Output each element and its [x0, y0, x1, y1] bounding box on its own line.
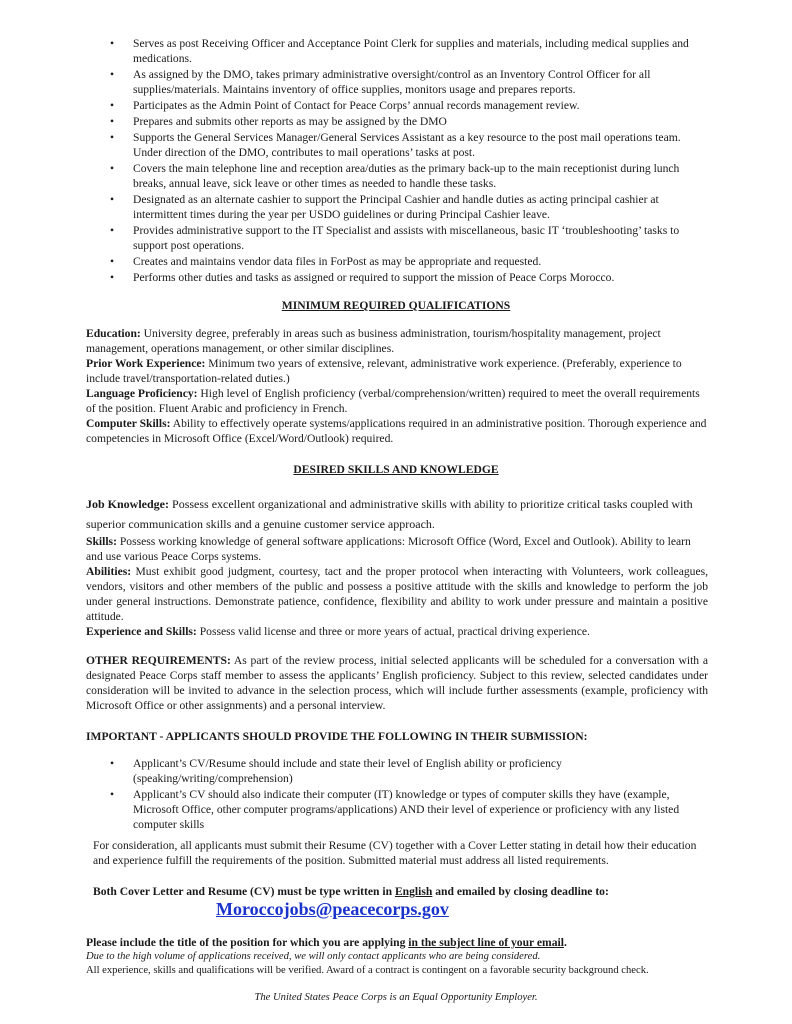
cover-letter-text-end: and emailed by closing deadline to: — [432, 885, 609, 898]
list-item: • Creates and maintains vendor data files in ForPost as may be appropriate and requested. — [108, 254, 708, 269]
english-underlined: English — [394, 885, 433, 898]
work-experience-text: Minimum two years of extensive, relevant, administrative work experience. (Preferably, experience to include travel/transportation-related duties.) — [86, 357, 682, 385]
abilities-label: Abilities: — [86, 565, 132, 578]
language-text: High level of English proficiency (verbal/comprehension/written) required to meet the overall requirements of the position. Fluent Arabic and proficiency in French. — [86, 387, 700, 415]
language-label: Language Proficiency: — [86, 387, 198, 400]
language-paragraph — [86, 386, 708, 416]
skills-text: Possess working knowledge of general software applications: Microsoft Office (Word, Excel and Outlook). Ability to learn and use various Peace Corps systems. — [86, 535, 691, 563]
application-email-link[interactable]: Moroccojobs@peacecorps.gov — [216, 899, 449, 919]
list-item: • Participates as the Admin Point of Contact for Peace Corps’ annual records management review. — [108, 98, 708, 113]
desired-skills-section — [86, 494, 708, 639]
subject-line-period: . — [563, 936, 567, 949]
job-knowledge-label: Job Knowledge: — [86, 497, 170, 511]
cover-letter-text: Both Cover Letter and Resume (CV) must be type written in — [93, 885, 395, 898]
list-item: • Applicant’s CV/Resume should include and state their level of English ability or proficiency (speaking/writing/comprehension) — [108, 756, 708, 786]
list-item: • Supports the General Services Manager/General Services Assistant as a key resource to the post mail operations team. Under direction of the DMO, contributes to mail operations’ tasks at post. — [108, 130, 708, 160]
equal-opportunity-footer: The United States Peace Corps is an Equal Opportunity Employer. — [254, 992, 538, 1003]
computer-skills-text: Ability to effectively operate systems/applications required in an administrative position. Thorough experience and competencies in Microsoft Office (Excel/Word/Outlook) required. — [86, 417, 707, 445]
computer-skills-label: Computer Skills: — [86, 417, 171, 430]
list-item: • Provides administrative support to the IT Specialist and assists with miscellaneous, basic IT ‘troubleshooting’ tasks to support post operations. — [108, 223, 708, 253]
education-text: University degree, preferably in areas such as business administration, tourism/hospitality management, project management, operations management, or other similar disciplines. — [86, 327, 661, 355]
experience-label: Experience and Skills: — [86, 625, 197, 638]
education-label: Education: — [86, 327, 141, 340]
work-experience-paragraph — [86, 356, 708, 386]
list-item: • Covers the main telephone line and reception area/duties as the primary back-up to the main receptionist during lunch breaks, annual leave, sick leave or other times as needed to handle these tasks. — [108, 161, 708, 191]
consideration-paragraph: For consideration, all applicants must submit their Resume (CV) together with a Cover Letter stating in detail how their education and experience fulfill the requirements of the position. Submitted material must address all listed requirements. — [93, 839, 697, 867]
subject-line-text: Please include the title of the position for which you are applying — [86, 936, 409, 949]
subject-line-instruction — [86, 935, 708, 950]
min-qualifications-section — [86, 326, 708, 446]
experience-paragraph — [86, 624, 708, 639]
cover-letter-instruction — [93, 884, 715, 899]
list-item: • Applicant’s CV should also indicate their computer (IT) knowledge or types of computer skills they have (example, Microsoft Office, other computer programs/applications) AND their level of experience or proficiency with any listed computer skills — [108, 787, 708, 832]
subject-line-underlined: in the subject line of your email — [408, 936, 564, 949]
education-paragraph — [86, 326, 708, 356]
work-experience-label: Prior Work Experience: — [86, 357, 206, 370]
list-item: • Prepares and submits other reports as may be assigned by the DMO — [108, 114, 708, 129]
list-item: • Performs other duties and tasks as assigned or required to support the mission of Peace Corps Morocco. — [108, 270, 708, 285]
skills-paragraph — [86, 534, 708, 564]
abilities-text: Must exhibit good judgment, courtesy, tact and the proper protocol when interacting with Volunteers, work colleagues, vendors, visitors and other members of the public and possess a positive attitude with the skills and knowledge to perform the job under general instructions. Demonstrate patience, confidence, flexibility and ability to work under pressure and maintain a positive attitude. — [86, 565, 708, 623]
list-item: • Designated as an alternate cashier to support the Principal Cashier and handle duties as acting principal cashier at intermittent times during the year per USDO guidelines or during Principal Cashier leave. — [108, 192, 708, 222]
verification-note: All experience, skills and qualifications will be verified. Award of a contract is contingent on a favorable security background check. — [86, 965, 649, 976]
list-item: • Serves as post Receiving Officer and Acceptance Point Clerk for supplies and materials, including medical supplies and medications. — [108, 36, 708, 66]
list-item: • As assigned by the DMO, takes primary administrative oversight/control as an Inventory Control Officer for all supplies/materials. Maintains inventory of office supplies, monitors usage and prepares reports. — [108, 67, 708, 97]
experience-text: Possess valid license and three or more years of actual, practical driving experience. — [196, 625, 590, 638]
other-requirements-text: As part of the review process, initial selected applicants will be scheduled for a conversation with a designated Peace Corps staff member to assess the applicants’ English proficiency. Subject to this review, selected candidates under consideration will be invited to advance in the selection process, which will include further assessments (example, proficiency with Microsoft Office or other assignments) and a personal interview. — [86, 654, 708, 712]
submission-requirements-list — [108, 756, 708, 833]
min-qualifications-heading: MINIMUM REQUIRED QUALIFICATIONS — [281, 299, 511, 312]
other-requirements-label: OTHER REQUIREMENTS: — [86, 654, 231, 667]
job-knowledge-paragraph — [86, 494, 708, 534]
computer-skills-paragraph — [86, 416, 708, 446]
abilities-paragraph — [86, 564, 708, 624]
important-heading: IMPORTANT - APPLICANTS SHOULD PROVIDE THE FOLLOWING IN THEIR SUBMISSION: — [86, 730, 588, 743]
other-requirements-paragraph — [86, 653, 708, 713]
job-knowledge-text: Possess excellent organizational and administrative skills with ability to prioritize critical tasks coupled with superior communication skills and a genuine customer service approach. — [86, 497, 693, 531]
volume-note: Due to the high volume of applications received, we will only contact applicants who are being considered. — [86, 951, 541, 962]
desired-skills-heading: DESIRED SKILLS AND KNOWLEDGE — [293, 463, 499, 476]
skills-label: Skills: — [86, 535, 117, 548]
duties-list — [108, 36, 708, 286]
